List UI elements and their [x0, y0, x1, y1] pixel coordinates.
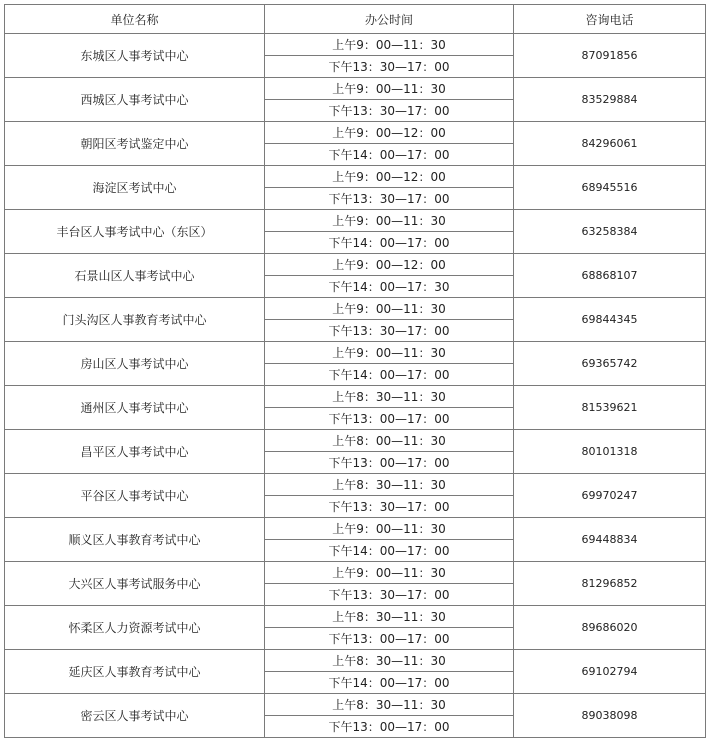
unit-name-cell: 延庆区人事教育考试中心 [5, 650, 265, 694]
phone-cell: 69970247 [514, 474, 706, 518]
table-row [5, 166, 706, 188]
phone-cell: 84296061 [514, 122, 706, 166]
table-row [5, 34, 706, 56]
table-row [5, 474, 706, 496]
table-row [5, 386, 706, 408]
table-row [5, 694, 706, 716]
unit-name-cell: 平谷区人事考试中心 [5, 474, 265, 518]
morning-hours-cell: 上午9：00—12：00 [265, 166, 514, 188]
table-row [5, 298, 706, 320]
afternoon-hours-cell: 下午13：30—17：00 [265, 584, 514, 606]
phone-cell: 87091856 [514, 34, 706, 78]
header-office-hours: 办公时间 [265, 5, 514, 34]
phone-cell: 81296852 [514, 562, 706, 606]
unit-name-cell: 朝阳区考试鉴定中心 [5, 122, 265, 166]
table-row [5, 342, 706, 364]
header-unit-name: 单位名称 [5, 5, 265, 34]
phone-cell: 69844345 [514, 298, 706, 342]
afternoon-hours-cell: 下午14：00—17：00 [265, 540, 514, 562]
afternoon-hours-cell: 下午13：00—17：00 [265, 628, 514, 650]
table-body [5, 34, 706, 738]
afternoon-hours-cell: 下午13：30—17：00 [265, 56, 514, 78]
morning-hours-cell: 上午9：00—11：30 [265, 342, 514, 364]
morning-hours-cell: 上午9：00—11：30 [265, 298, 514, 320]
morning-hours-cell: 上午9：00—11：30 [265, 518, 514, 540]
afternoon-hours-cell: 下午13：00—17：00 [265, 408, 514, 430]
phone-cell: 83529884 [514, 78, 706, 122]
morning-hours-cell: 上午9：00—12：00 [265, 122, 514, 144]
morning-hours-cell: 上午8：30—11：30 [265, 386, 514, 408]
morning-hours-cell: 上午9：00—11：30 [265, 34, 514, 56]
morning-hours-cell: 上午9：00—11：30 [265, 562, 514, 584]
table-row [5, 650, 706, 672]
phone-cell: 89038098 [514, 694, 706, 738]
table-row [5, 430, 706, 452]
phone-cell: 69448834 [514, 518, 706, 562]
phone-cell: 81539621 [514, 386, 706, 430]
afternoon-hours-cell: 下午13：30—17：00 [265, 188, 514, 210]
header-phone: 咨询电话 [514, 5, 706, 34]
unit-name-cell: 丰台区人事考试中心（东区） [5, 210, 265, 254]
afternoon-hours-cell: 下午13：00—17：00 [265, 716, 514, 738]
morning-hours-cell: 上午9：00—11：30 [265, 210, 514, 232]
unit-name-cell: 门头沟区人事教育考试中心 [5, 298, 265, 342]
phone-cell: 68945516 [514, 166, 706, 210]
unit-name-cell: 通州区人事考试中心 [5, 386, 265, 430]
table-row [5, 210, 706, 232]
morning-hours-cell: 上午8：30—11：30 [265, 694, 514, 716]
afternoon-hours-cell: 下午13：30—17：00 [265, 100, 514, 122]
table-row [5, 518, 706, 540]
table-row [5, 254, 706, 276]
unit-name-cell: 昌平区人事考试中心 [5, 430, 265, 474]
afternoon-hours-cell: 下午14：00—17：00 [265, 364, 514, 386]
unit-name-cell: 西城区人事考试中心 [5, 78, 265, 122]
table-row [5, 606, 706, 628]
morning-hours-cell: 上午9：00—12：00 [265, 254, 514, 276]
morning-hours-cell: 上午8：00—11：30 [265, 430, 514, 452]
phone-cell: 63258384 [514, 210, 706, 254]
unit-name-cell: 东城区人事考试中心 [5, 34, 265, 78]
unit-name-cell: 怀柔区人力资源考试中心 [5, 606, 265, 650]
unit-name-cell: 房山区人事考试中心 [5, 342, 265, 386]
unit-name-cell: 顺义区人事教育考试中心 [5, 518, 265, 562]
table-row [5, 122, 706, 144]
phone-cell: 69102794 [514, 650, 706, 694]
table-row [5, 78, 706, 100]
phone-cell: 69365742 [514, 342, 706, 386]
morning-hours-cell: 上午8：30—11：30 [265, 606, 514, 628]
table-row [5, 562, 706, 584]
morning-hours-cell: 上午8：30—11：30 [265, 650, 514, 672]
phone-cell: 80101318 [514, 430, 706, 474]
office-hours-table [4, 4, 706, 738]
afternoon-hours-cell: 下午13：30—17：00 [265, 320, 514, 342]
afternoon-hours-cell: 下午14：00—17：30 [265, 276, 514, 298]
morning-hours-cell: 上午8：30—11：30 [265, 474, 514, 496]
afternoon-hours-cell: 下午14：00—17：00 [265, 672, 514, 694]
afternoon-hours-cell: 下午13：00—17：00 [265, 452, 514, 474]
phone-cell: 89686020 [514, 606, 706, 650]
unit-name-cell: 大兴区人事考试服务中心 [5, 562, 265, 606]
table-header-row [5, 5, 706, 34]
afternoon-hours-cell: 下午13：30—17：00 [265, 496, 514, 518]
afternoon-hours-cell: 下午14：00—17：00 [265, 232, 514, 254]
unit-name-cell: 石景山区人事考试中心 [5, 254, 265, 298]
afternoon-hours-cell: 下午14：00—17：00 [265, 144, 514, 166]
morning-hours-cell: 上午9：00—11：30 [265, 78, 514, 100]
phone-cell: 68868107 [514, 254, 706, 298]
unit-name-cell: 海淀区考试中心 [5, 166, 265, 210]
unit-name-cell: 密云区人事考试中心 [5, 694, 265, 738]
